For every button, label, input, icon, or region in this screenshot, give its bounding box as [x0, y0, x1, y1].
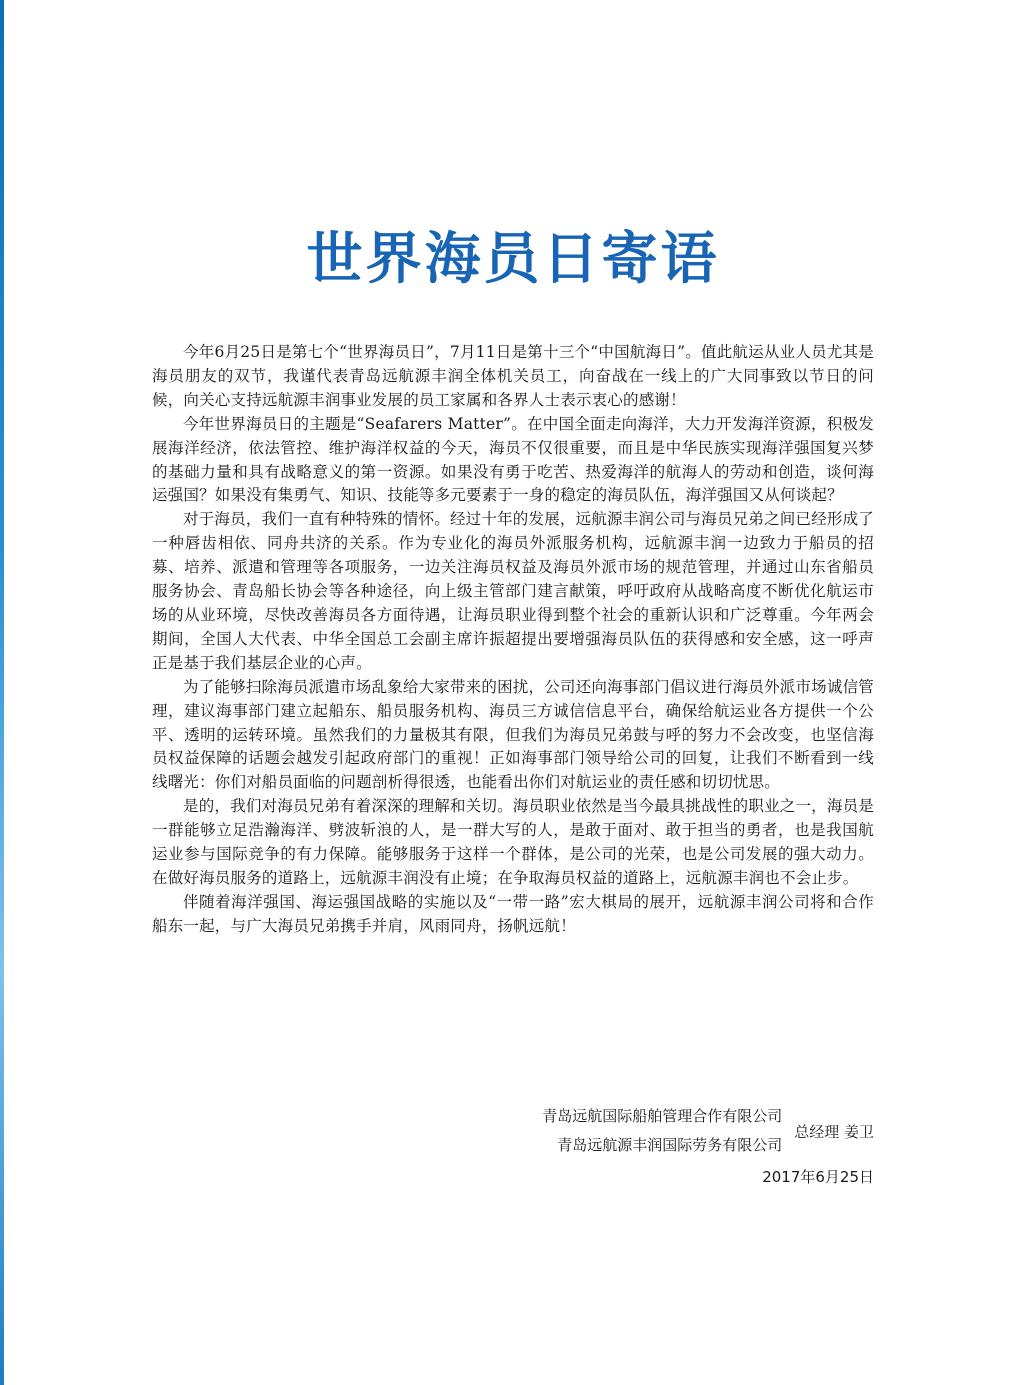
- paragraph-1: 今年6月25日是第七个“世界海员日”，7月11日是第十三个“中国航海日”。值此航运从业人员尤其是海员朋友的双节，我谨代表青岛远航源丰润全体机关员工，向奋战在一线上的广大同事致以节日的问候，向关心支持远航源丰润事业发展的员工家属和各界人士表示衷心的感谢！: [152, 343, 874, 409]
- left-edge-strip: [0, 0, 4, 1385]
- signer-name: 总经理 姜卫: [794, 1122, 874, 1141]
- letter-date: 2017年6月25日: [762, 1168, 874, 1186]
- company-name-1: 青岛远航国际船舶管理合作有限公司: [542, 1107, 783, 1125]
- paragraph-6: 伴随着海洋强国、海运强国战略的实施以及“一带一路”宏大棋局的展开，远航源丰润公司将和合作船东一起，与广大海员兄弟携手并肩，风雨同舟，扬帆远航！: [152, 892, 874, 935]
- paragraph-4: 为了能够扫除海员派遣市场乱象给大家带来的困扰，公司还向海事部门倡议进行海员外派市场诚信管理，建议海事部门建立起船东、船员服务机构、海员三方诚信信息平台，确保给航运业各方提供一个公平、透明的运转环境。虽然我们的力量极其有限，但我们为海员兄弟鼓与呼的努力不会改变，也坚信海员权益保障的话题会越发引起政府部门的重视！正如海事部门领导给公司的回复，让我们不断看到一线线曙光：你们对船员面临的问题剖析得很透，也能看出你们对航运业的责任感和切切忧思。: [152, 677, 874, 792]
- paragraph-5: 是的，我们对海员兄弟有着深深的理解和关切。海员职业依然是当今最具挑战性的职业之一，海员是一群能够立足浩瀚海洋、劈波斩浪的人，是一群大写的人，是敢于面对、敢于担当的勇者，也是我国航运业参与国际竞争的有力保障。能够服务于这样一个群体，是公司的光荣，也是公司发展的强大动力。在做好海员服务的道路上，远航源丰润没有止境；在争取海员权益的道路上，远航源丰润也不会止步。: [152, 797, 874, 887]
- company-names: [542, 1102, 782, 1160]
- company-name-2: 青岛远航源丰润国际劳务有限公司: [557, 1136, 783, 1154]
- paragraph-3: 对于海员，我们一直有种特殊的情怀。经过十年的发展，远航源丰润公司与海员兄弟之间已经形成了一种唇齿相依、同舟共济的关系。作为专业化的海员外派服务机构，远航源丰润一边致力于船员的招募、培养、派遣和管理等各项服务，一边关注海员权益及海员外派市场的规范管理，并通过山东省船员服务协会、青岛船长协会等各种途径，向上级主管部门建言献策，呼吁政府从战略高度不断优化航运市场的从业环境，尽快改善海员各方面待遇，让海员职业得到整个社会的重新认识和广泛尊重。今年两会期间，全国人大代表、中华全国总工会副主席许振超提出要增强海员队伍的获得感和安全感，这一呼声正是基于我们基层企业的心声。: [152, 510, 874, 672]
- signature-block: [542, 1102, 874, 1160]
- letter-body: [152, 341, 874, 939]
- paragraph-2: 今年世界海员日的主题是“Seafarers Matter”。在中国全面走向海洋，大力开发海洋资源，积极发展海洋经济，依法管控、维护海洋权益的今天，海员不仅很重要，而且是中华民族实现海洋强国复兴梦的基础力量和具有战略意义的第一资源。如果没有勇于吃苦、热爱海洋的航海人的劳动和创造，谈何海运强国？如果没有集勇气、知识、技能等多元要素于一身的稳定的海员队伍，海洋强国又从何谈起？: [152, 414, 874, 505]
- page-title: 世界海员日寄语: [306, 227, 720, 292]
